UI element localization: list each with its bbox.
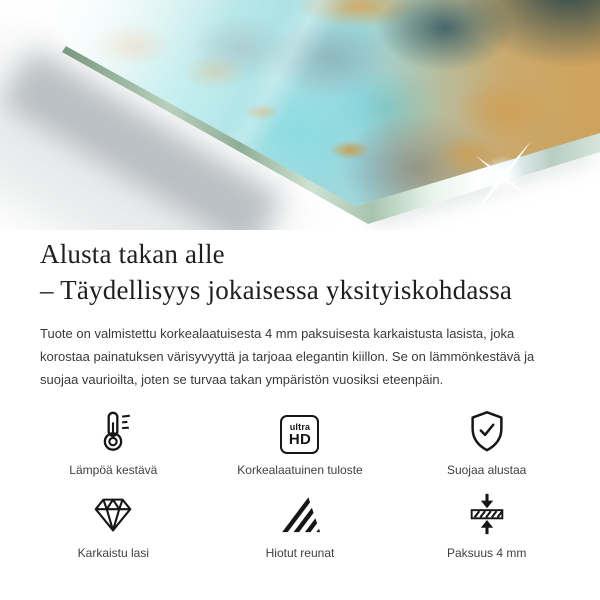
feature-label: Hiotut reunat	[265, 546, 335, 560]
page-title	[40, 236, 560, 308]
polished-edges-icon	[277, 489, 323, 537]
diamond-icon	[89, 489, 137, 537]
feature-item-tempered-glass	[20, 489, 207, 560]
feature-item-heat-resistant	[20, 406, 207, 477]
feature-grid	[20, 406, 580, 560]
feature-item-polished-edges	[207, 489, 394, 560]
sparkle-icon	[455, 129, 551, 225]
shield-check-icon	[464, 406, 510, 454]
feature-label: Paksuus 4 mm	[446, 546, 527, 560]
ultra-hd-badge-top-text: ultra	[289, 421, 311, 432]
ultra-hd-badge	[280, 415, 319, 454]
feature-label: Lämpöä kestävä	[69, 463, 158, 477]
product-photo	[0, 0, 600, 230]
thickness-icon	[464, 489, 510, 537]
intro-paragraph: Tuote on valmistettu korkealaatuisesta 4 mm paksuisesta karkaistusta lasista, joka korostaa painatuksen värisyvyyttä ja tarjoaa elegantin kiillon. Se on lämmönkestävä ja suojaa vaurioilta, joten se turvaa takan ympäristön vuosiksi eteenpäin.	[40, 326, 535, 387]
page-title-line-2: – Täydellisyys jokaisessa yksityiskohdassa	[40, 275, 513, 305]
page-title-line-1: Alusta takan alle	[40, 239, 225, 269]
content-section	[0, 236, 600, 560]
feature-item-protects-base	[393, 406, 580, 477]
feature-label: Karkaistu lasi	[77, 546, 150, 560]
feature-label: Korkealaatuinen tuloste	[237, 463, 363, 477]
feature-label: Suojaa alustaa	[446, 463, 527, 477]
thermometer-icon	[90, 406, 136, 454]
ultra-hd-badge-bottom-text: HD	[288, 430, 312, 448]
feature-item-ultra-hd-print	[207, 406, 394, 477]
feature-item-thickness	[393, 489, 580, 560]
ultra-hd-icon	[280, 406, 319, 454]
